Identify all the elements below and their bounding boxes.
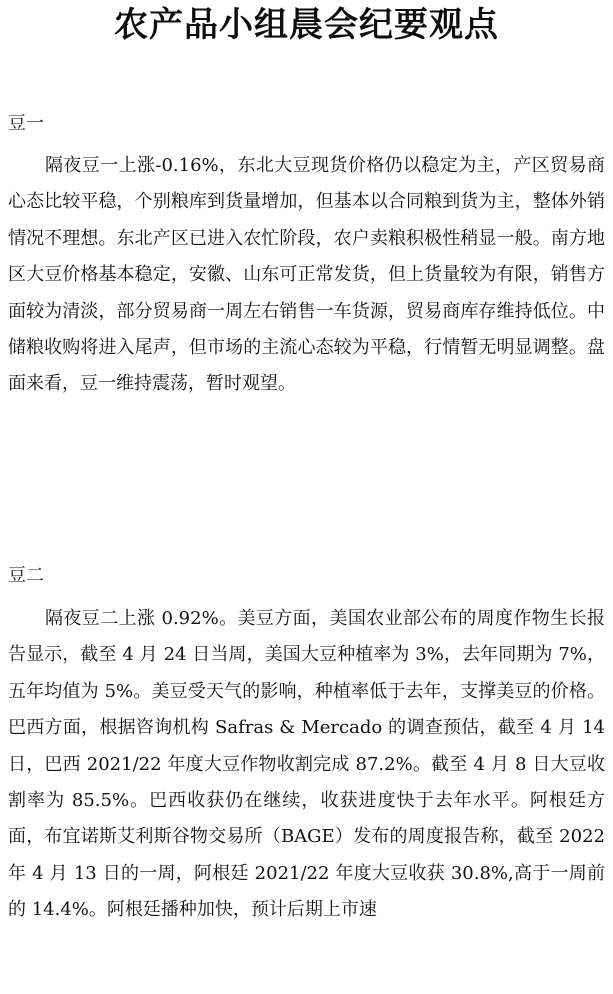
- section-heading-soybean-2: 豆二: [8, 565, 44, 586]
- document-title: 农产品小组晨会纪要观点: [114, 5, 499, 45]
- section-body-soybean-1: 隔夜豆一上涨-0.16%，东北大豆现货价格仍以稳定为主，产区贸易商心态比较平稳，个别粮库到货量增加，但基本以合同粮到货为主，整体外销情况不理想。东北产区已进入农忙阶段，农户卖粮积极性稍显一般。南方地区大豆价格基本稳定，安徽、山东可正常发货，但上货量较为有限，销售方面较为清淡，部分贸易商一周左右销售一车货源，贸易商库存维持低位。中储粮收购将进入尾声，但市场的主流心态较为平稳，行情暂无明显调整。盘面来看，豆一维持震荡，暂时观望。: [8, 155, 605, 395]
- section-body-soybean-2: 隔夜豆二上涨 0.92%。美豆方面，美国农业部公布的周度作物生长报告显示，截至 4 月 24 日当周，美国大豆种植率为 3%，去年同期为 7%，五年均值为 5%。美豆受天气的影响，种植率低于去年，支撑美豆的价格。巴西方面，根据咨询机构 Safras & Mercado 的调查预估，截至 4 月 14 日，巴西 2021/22 年度大豆作物收割完成 87.2%。截至 4 月 8 日大豆收割率为 85.5%。巴西收获仍在继续，收获进度快于去年水平。阿根廷方面，布宜诺斯艾利斯谷物交易所（BAGE）发布的周度报告称，截至 2022 年 4 月 13 日的一周，阿根廷 2021/22 年度大豆收获 30.8%,高于一周前的 14.4%。阿根廷播种加快，预计后期上市速: [8, 608, 605, 921]
- section-heading-soybean-1: 豆一: [8, 113, 44, 134]
